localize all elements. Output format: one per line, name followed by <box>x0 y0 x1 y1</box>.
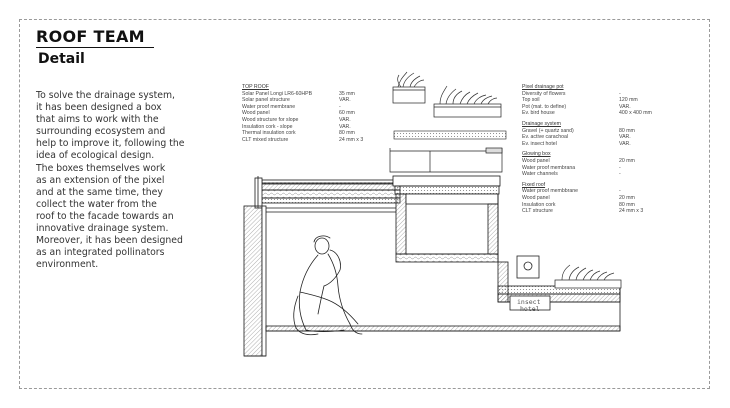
page-subtitle: Detail <box>38 51 85 67</box>
fixed-roof-heading: Fixed roof <box>522 181 546 188</box>
exploded-gravel-layer <box>394 131 506 139</box>
spec-key: Diversity of flowers <box>522 90 566 97</box>
spec-value: 80 mm <box>619 201 635 208</box>
spec-value: - <box>619 164 621 171</box>
description-line: surrounding ecosystem and <box>36 126 166 138</box>
spec-key: Water proof membrana <box>522 164 576 171</box>
lower-planter <box>555 265 621 288</box>
spec-value: VAR. <box>619 103 631 110</box>
spec-key: Wood panel <box>522 194 550 201</box>
bird-house <box>517 256 539 278</box>
exploded-planter-right <box>434 86 501 117</box>
spec-value: VAR. <box>619 134 631 141</box>
spec-key: Wood structure for slope <box>242 116 299 123</box>
spec-key: CLT mixed structure <box>242 136 289 143</box>
description-line: help to improve it, following the <box>36 138 185 150</box>
page-title: ROOF TEAM <box>36 27 145 46</box>
description-line: as an integrated pollinators <box>36 247 165 259</box>
spec-value: 24 mm x 3 <box>339 136 364 143</box>
spec-key: Water channels <box>522 171 558 178</box>
exploded-planter-left <box>393 72 425 103</box>
description-line: The boxes themselves work <box>36 162 166 174</box>
spec-value: 20 mm <box>619 157 635 164</box>
spec-value: 20 mm <box>619 194 635 201</box>
spec-value: 120 mm <box>619 97 638 104</box>
description-line: it has been designed a box <box>36 102 162 114</box>
spec-value: - <box>339 103 341 110</box>
spec-key: Water proof membrane <box>242 103 296 110</box>
spec-value: 60 mm <box>339 110 355 117</box>
spec-value: VAR. <box>339 97 351 104</box>
description-line: roof to the facade towards an <box>36 210 174 222</box>
insect-hotel-label-1: insect <box>517 298 541 306</box>
spec-key: Top soil <box>522 97 540 104</box>
description-line: Moreover, it has been designed <box>36 235 183 247</box>
spec-value: 400 x 400 mm <box>619 110 652 117</box>
spec-key: Insulation cork <box>522 201 556 208</box>
spec-value: - <box>619 90 621 97</box>
spec-key: Wood panel <box>522 157 550 164</box>
description-line: collect the water from the <box>36 198 157 210</box>
spec-key: Insulation cork - slope <box>242 123 293 130</box>
spec-key: Water proof membbrane <box>522 188 579 195</box>
spec-value: VAR. <box>339 123 351 130</box>
spec-value: - <box>619 188 621 195</box>
description-line: idea of ecological design. <box>36 150 155 162</box>
top-roof-heading: TOP ROOF <box>242 84 269 90</box>
description-line: that aims to work with the <box>36 114 159 126</box>
spec-key: Ev. active carachoal <box>522 134 569 141</box>
spec-value: 24 mm x 3 <box>619 208 644 215</box>
spec-key: Wood panel <box>242 110 270 117</box>
spec-key: CLT structure <box>522 208 553 215</box>
description-line: To solve the drainage system, <box>36 90 175 101</box>
insect-hotel-label-2: hotel <box>520 305 540 313</box>
spec-value: VAR. <box>339 116 351 123</box>
spec-value: 80 mm <box>339 130 355 137</box>
drainage-system-heading: Drainage system <box>522 120 561 127</box>
spec-key: Ev. bird house <box>522 110 555 117</box>
spec-key: Solar Panel Longi LR6-60HPB <box>242 90 313 97</box>
spec-value: 35 mm <box>339 90 355 97</box>
spec-value: 80 mm <box>619 127 635 134</box>
spec-value: - <box>619 171 621 178</box>
spec-key: Pot (mat. to define) <box>522 103 567 110</box>
building-section <box>244 176 620 356</box>
description-line: innovative drainage system. <box>36 223 169 235</box>
exploded-glowing-box <box>390 148 502 172</box>
spec-key: Gravel (+ quartz sand) <box>522 127 574 134</box>
description-line: as an extension of the pixel <box>36 174 165 186</box>
description-line: and at the same time, they <box>36 186 163 198</box>
spec-key: Thermal insulation cork <box>242 130 296 137</box>
spec-value: VAR. <box>619 140 631 147</box>
pixel-drainage-heading: Pixel drainage pot <box>522 84 564 90</box>
seated-figure <box>294 236 362 335</box>
glowing-box-heading: Glowing box <box>522 151 551 158</box>
description-line: environment. <box>36 259 99 271</box>
spec-key: Ev. insect hotel <box>522 140 557 147</box>
spec-key: Solar panel structure <box>242 97 290 104</box>
